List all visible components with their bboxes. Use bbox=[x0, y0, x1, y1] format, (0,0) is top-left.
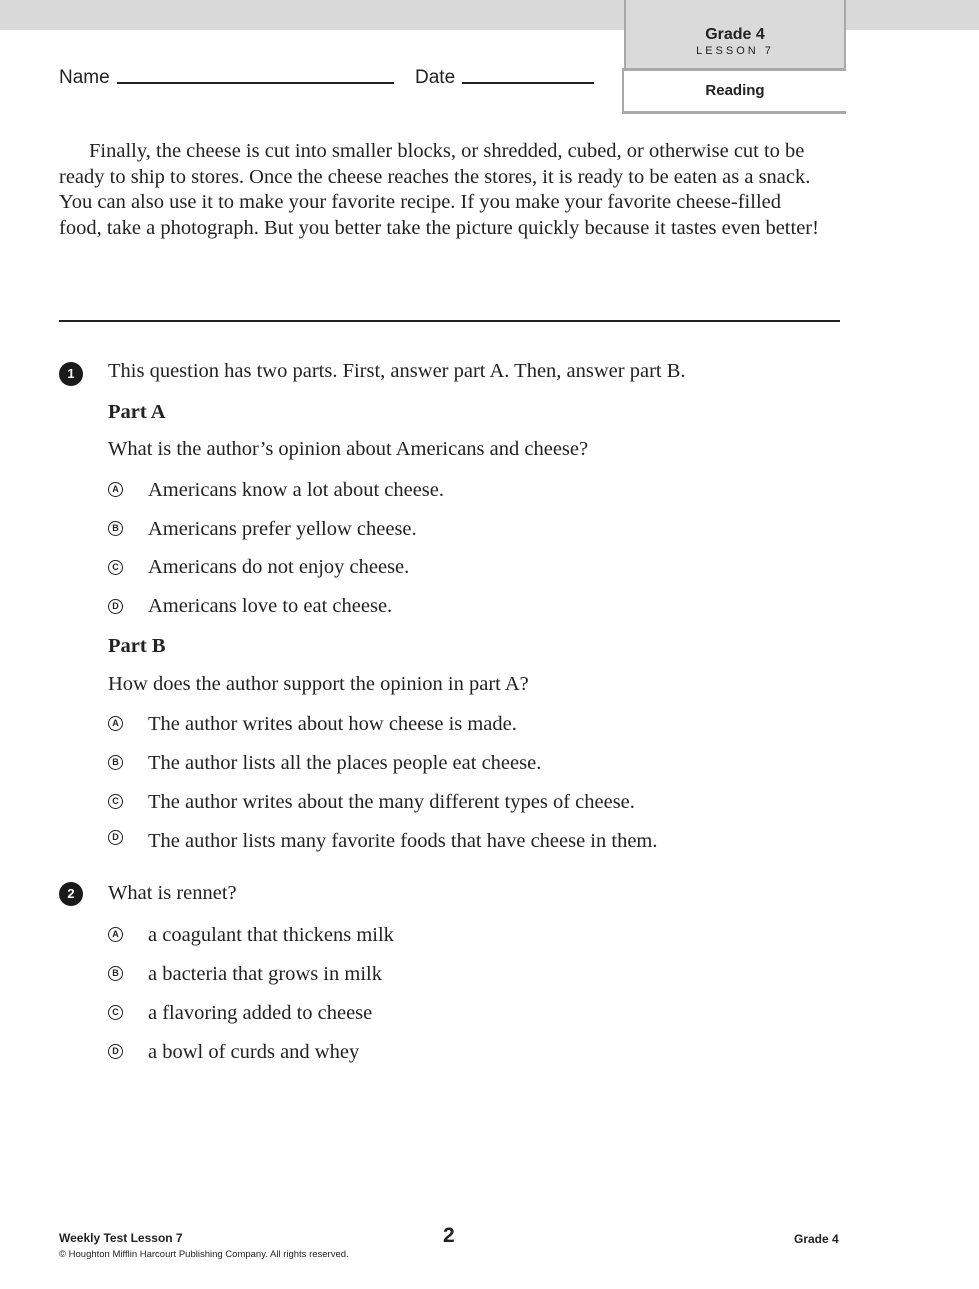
answer-option-text: Americans love to eat cheese. bbox=[148, 595, 393, 617]
answer-option-text: Americans do not enjoy cheese. bbox=[148, 556, 410, 578]
date-field[interactable] bbox=[462, 82, 594, 84]
footer-grade: Grade 4 bbox=[794, 1232, 839, 1246]
name-field[interactable] bbox=[117, 82, 394, 84]
answer-bubble-a[interactable]: A bbox=[108, 716, 123, 731]
footer-test-title: Weekly Test Lesson 7 bbox=[59, 1231, 183, 1245]
answer-bubble-b[interactable]: B bbox=[108, 521, 123, 536]
question-1-number: 1 bbox=[59, 362, 83, 386]
answer-bubble-b[interactable]: B bbox=[108, 966, 123, 981]
part-a-label: Part A bbox=[108, 401, 166, 423]
page-number: 2 bbox=[443, 1224, 455, 1247]
part-b-question: How does the author support the opinion in part A? bbox=[108, 673, 529, 695]
answer-bubble-d[interactable]: D bbox=[108, 599, 123, 614]
answer-bubble-a[interactable]: A bbox=[108, 482, 123, 497]
date-label: Date bbox=[415, 67, 456, 88]
answer-option-text: The author writes about how cheese is made. bbox=[148, 713, 517, 735]
lesson-label: LESSON 7 bbox=[696, 45, 774, 57]
question-1-prompt: This question has two parts. First, answer part A. Then, answer part B. bbox=[108, 360, 686, 382]
answer-bubble-d[interactable]: D bbox=[108, 830, 123, 845]
answer-option-text: Americans prefer yellow cheese. bbox=[148, 518, 417, 540]
part-b-label: Part B bbox=[108, 635, 166, 657]
answer-bubble-a[interactable]: A bbox=[108, 927, 123, 942]
part-a-question: What is the author’s opinion about Americans and cheese? bbox=[108, 438, 589, 460]
question-2-number: 2 bbox=[59, 882, 83, 906]
answer-option-text: a bowl of curds and whey bbox=[148, 1041, 360, 1063]
answer-bubble-c[interactable]: C bbox=[108, 560, 123, 575]
answer-option-text: a flavoring added to cheese bbox=[148, 1002, 373, 1024]
subject-label: Reading bbox=[622, 68, 846, 114]
answer-bubble-c[interactable]: C bbox=[108, 1005, 123, 1020]
answer-bubble-b[interactable]: B bbox=[108, 755, 123, 770]
answer-option-text: a bacteria that grows in milk bbox=[148, 963, 382, 985]
answer-option-text: The author lists many favorite foods that have cheese in them. bbox=[148, 830, 658, 852]
name-label: Name bbox=[59, 67, 110, 88]
grade-label: Grade 4 bbox=[705, 26, 765, 43]
section-divider bbox=[59, 320, 840, 322]
question-2-prompt: What is rennet? bbox=[108, 882, 237, 904]
footer-copyright: © Houghton Mifflin Harcourt Publishing Company. All rights reserved. bbox=[59, 1249, 349, 1260]
answer-option-text: Americans know a lot about cheese. bbox=[148, 479, 445, 501]
answer-option-text: a coagulant that thickens milk bbox=[148, 924, 394, 946]
answer-option-text: The author writes about the many different types of cheese. bbox=[148, 791, 635, 813]
grade-box bbox=[624, 0, 846, 68]
answer-bubble-c[interactable]: C bbox=[108, 794, 123, 809]
answer-option-text: The author lists all the places people eat cheese. bbox=[148, 752, 542, 774]
answer-bubble-d[interactable]: D bbox=[108, 1044, 123, 1059]
passage-paragraph: Finally, the cheese is cut into smaller blocks, or shredded, cubed, or otherwise cut to be ready to ship to stores. Once the cheese reaches the stores, it is ready to be eaten as a snack. You can also use it to make your favorite recipe. If you make your favorite cheese-filled food, take a photograph. But you better take the picture quickly because it tastes even better! bbox=[59, 140, 819, 239]
